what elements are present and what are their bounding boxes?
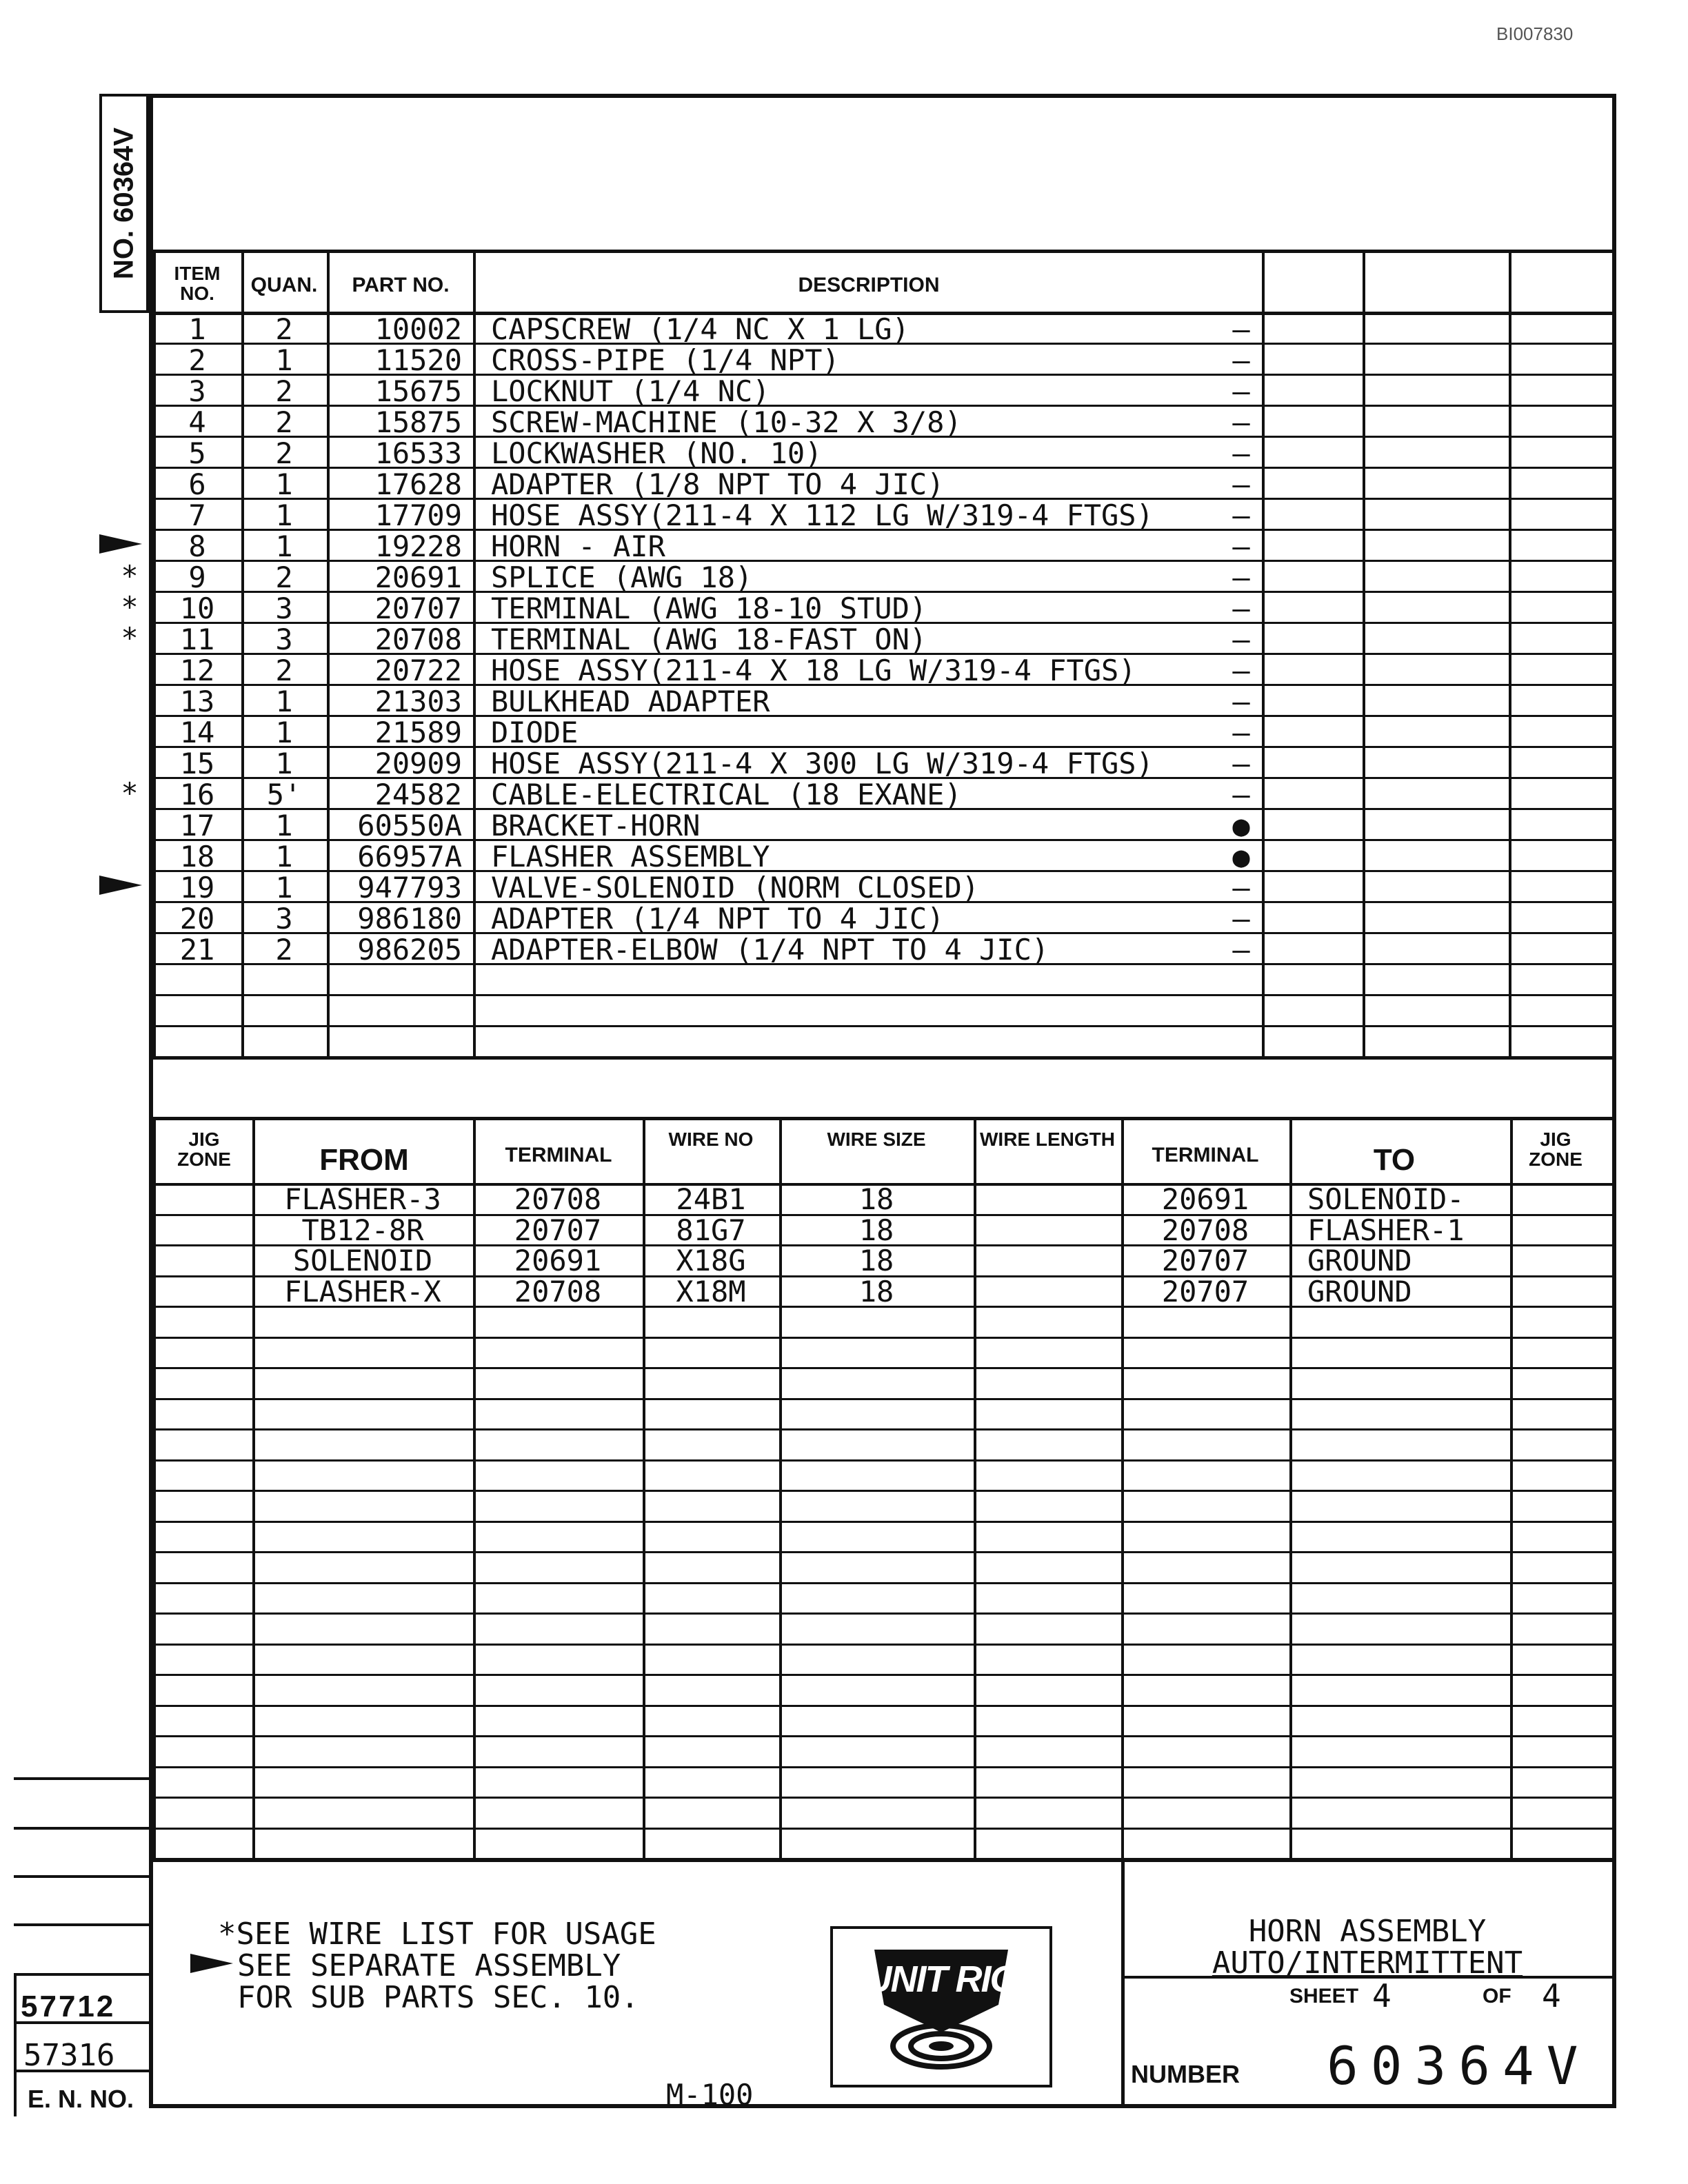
company-logo (830, 1926, 1052, 2087)
part-code: — (1232, 902, 1250, 936)
header-wire-size: WIRE SIZE (827, 1129, 926, 1150)
wire-to: GROUND (1307, 1244, 1412, 1277)
part-item-no: 19 (179, 871, 215, 904)
part-item-no: 2 (188, 343, 206, 377)
logo-text: UNIT RIG (865, 1959, 1018, 2000)
part-code: — (1232, 312, 1250, 346)
parts-row-line (153, 1025, 1612, 1027)
part-item-no: 16 (179, 778, 215, 811)
part-code: — (1232, 592, 1250, 625)
header-to: TO (1373, 1143, 1416, 1177)
en-number-2: 57316 (23, 2038, 115, 2073)
part-description: TERMINAL (AWG 18-FAST ON) (491, 623, 927, 656)
part-description: BRACKET-HORN (491, 809, 701, 842)
sheet-total: 4 (1542, 1977, 1561, 2014)
wire-terminal-to: 20707 (1161, 1274, 1249, 1308)
part-code: — (1232, 343, 1250, 377)
part-item-no: 9 (188, 560, 206, 594)
part-number: 986180 (357, 902, 462, 936)
part-description: FLASHER ASSEMBLY (491, 840, 770, 873)
part-quantity: 1 (275, 467, 293, 501)
note-sub-parts: FOR SUB PARTS SEC. 10. (237, 1980, 639, 2015)
separate-assembly-arrow-icon (99, 876, 142, 895)
wire-row-line (153, 1705, 1612, 1707)
part-number: 10002 (374, 312, 462, 346)
drawing-number: 60364V (1327, 2035, 1591, 2096)
part-code: — (1232, 405, 1250, 439)
part-item-no: 4 (188, 405, 206, 439)
wire-from: TB12-8R (301, 1213, 424, 1247)
wire-column-line (974, 1117, 976, 1858)
part-quantity: 2 (275, 405, 293, 439)
usage-star-marker: * (121, 590, 139, 624)
part-item-no: 12 (179, 654, 215, 687)
part-description: CROSS-PIPE (1/4 NPT) (491, 343, 840, 377)
part-number: 11520 (374, 343, 462, 377)
usage-star-marker: * (121, 621, 139, 655)
wire-row-line (153, 1428, 1612, 1430)
part-code: — (1232, 778, 1250, 811)
part-number: 17628 (374, 467, 462, 501)
part-number: 15875 (374, 405, 462, 439)
revision-line (14, 1973, 153, 1976)
wire-row-line (153, 1337, 1612, 1339)
wire-terminal-from: 20708 (514, 1182, 602, 1216)
part-item-no: 18 (179, 840, 215, 873)
wire-to: SOLENOID- (1307, 1182, 1465, 1216)
part-quantity: 1 (275, 343, 293, 377)
wire-row-line (153, 1735, 1612, 1737)
form-number: M-100 (666, 2078, 754, 2112)
part-code: — (1232, 654, 1250, 687)
part-number: 19228 (374, 529, 462, 563)
wire-number: X18G (676, 1244, 746, 1277)
parts-row-line (153, 994, 1612, 996)
wire-to: GROUND (1307, 1274, 1412, 1308)
part-description: ADAPTER (1/8 NPT TO 4 JIC) (491, 467, 945, 501)
revision-line (14, 1875, 153, 1878)
part-number: 20909 (374, 747, 462, 780)
wire-row-line (153, 1521, 1612, 1523)
note-wire-list: *SEE WIRE LIST FOR USAGE (218, 1917, 656, 1952)
part-description: LOCKNUT (1/4 NC) (491, 374, 770, 408)
part-quantity: 3 (275, 592, 293, 625)
part-item-no: 15 (179, 747, 215, 780)
wire-terminal-from: 20707 (514, 1213, 602, 1247)
parts-column-line (1612, 250, 1615, 1056)
part-quantity: 5' (266, 778, 302, 811)
revision-line (14, 1827, 153, 1830)
part-item-no: 3 (188, 374, 206, 408)
wire-row-line (153, 1674, 1612, 1676)
wire-row-line (153, 1612, 1612, 1615)
part-description: SCREW-MACHINE (10-32 X 3/8) (491, 405, 962, 439)
part-number: 21303 (374, 685, 462, 718)
en-number-1: 57712 (21, 1990, 116, 2023)
part-quantity: 2 (275, 933, 293, 967)
part-item-no: 6 (188, 467, 206, 501)
header-from: FROM (319, 1143, 409, 1177)
wire-row-line (153, 1490, 1612, 1492)
part-number: 16533 (374, 436, 462, 470)
wire-size: 18 (858, 1274, 894, 1308)
part-number: 17709 (374, 498, 462, 532)
part-number: 21589 (374, 716, 462, 749)
part-quantity: 3 (275, 623, 293, 656)
wire-top-border (153, 1117, 1612, 1120)
document-id: BI007830 (1496, 23, 1574, 44)
wire-to: FLASHER-1 (1307, 1213, 1465, 1247)
part-item-no: 5 (188, 436, 206, 470)
part-description: ADAPTER-ELBOW (1/4 NPT TO 4 JIC) (491, 933, 1049, 967)
header-part-no: PART NO. (352, 274, 450, 296)
part-code: — (1232, 498, 1250, 532)
part-code: — (1232, 529, 1250, 563)
part-number: 20708 (374, 623, 462, 656)
number-label: NUMBER (1131, 2060, 1240, 2088)
part-description: HORN - AIR (491, 529, 665, 563)
part-description: DIODE (491, 716, 579, 749)
wire-terminal-to: 20707 (1161, 1244, 1249, 1277)
part-number: 66957A (357, 840, 462, 873)
part-code: — (1232, 685, 1250, 718)
wire-column-line (1612, 1117, 1615, 1858)
part-quantity: 1 (275, 529, 293, 563)
wire-size: 18 (858, 1213, 894, 1247)
revision-line (14, 1777, 153, 1780)
part-number: 20707 (374, 592, 462, 625)
part-code: — (1232, 467, 1250, 501)
note-arrow-icon (190, 1954, 233, 1973)
part-quantity: 2 (275, 654, 293, 687)
header-terminal-right: TERMINAL (1152, 1144, 1259, 1166)
side-number-box (99, 94, 149, 313)
parts-top-border (153, 250, 1612, 253)
usage-star-marker: * (121, 776, 139, 810)
header-quan: QUAN. (250, 274, 318, 296)
part-description: HOSE ASSY(211-4 X 300 LG W/319-4 FTGS) (491, 747, 1154, 780)
part-description: HOSE ASSY(211-4 X 18 LG W/319-4 FTGS) (491, 654, 1136, 687)
sheet-number: 4 (1372, 1977, 1391, 2014)
header-item-no: ITEM NO. (174, 263, 221, 305)
part-item-no: 8 (188, 529, 206, 563)
part-number: 15675 (374, 374, 462, 408)
part-quantity: 2 (275, 374, 293, 408)
part-quantity: 1 (275, 840, 293, 873)
usage-star-marker: * (121, 559, 139, 593)
side-number: NO. 60364V (108, 127, 139, 280)
wire-row-line (153, 1398, 1612, 1400)
part-description: SPLICE (AWG 18) (491, 560, 753, 594)
part-quantity: 3 (275, 902, 293, 936)
part-number: 20691 (374, 560, 462, 594)
parts-bottom-border (153, 1056, 1612, 1060)
sheet-label: SHEET (1289, 1985, 1359, 2008)
header-wire-no: WIRE NO (668, 1129, 754, 1150)
wire-row-line (153, 1828, 1612, 1830)
part-item-no: 10 (179, 592, 215, 625)
part-code: — (1232, 436, 1250, 470)
part-quantity: 2 (275, 560, 293, 594)
part-description: LOCKWASHER (NO. 10) (491, 436, 823, 470)
wire-row-line (153, 1551, 1612, 1553)
note-separate-assembly: SEE SEPARATE ASSEMBLY (237, 1948, 621, 1983)
part-code: — (1232, 374, 1250, 408)
parts-column-line (1363, 250, 1365, 1056)
wire-number: 24B1 (676, 1182, 746, 1216)
part-description: ADAPTER (1/4 NPT TO 4 JIC) (491, 902, 945, 936)
part-code: — (1232, 871, 1250, 904)
revision-edge (14, 1973, 17, 2116)
wire-bottom-border (153, 1858, 1612, 1862)
part-item-no: 7 (188, 498, 206, 532)
part-description: HOSE ASSY(211-4 X 112 LG W/319-4 FTGS) (491, 498, 1154, 532)
part-code: — (1232, 747, 1250, 780)
part-item-no: 20 (179, 902, 215, 936)
part-item-no: 14 (179, 716, 215, 749)
wire-terminal-to: 20708 (1161, 1213, 1249, 1247)
wire-size: 18 (858, 1182, 894, 1216)
part-number: 947793 (357, 871, 462, 904)
part-code: ● (1232, 840, 1250, 873)
part-item-no: 1 (188, 312, 206, 346)
part-description: CAPSCREW (1/4 NC X 1 LG) (491, 312, 910, 346)
part-code: — (1232, 933, 1250, 967)
wire-terminal-to: 20691 (1161, 1182, 1249, 1216)
title-line-2: AUTO/INTERMITTENT (1212, 1945, 1523, 1981)
wire-row-line (153, 1459, 1612, 1462)
separate-assembly-arrow-icon (99, 534, 142, 554)
header-jig-zone-right: JIG ZONE (1529, 1129, 1582, 1171)
part-quantity: 1 (275, 498, 293, 532)
part-quantity: 1 (275, 871, 293, 904)
wire-column-line (153, 1117, 156, 1858)
part-item-no: 21 (179, 933, 215, 967)
wire-row-line (153, 1582, 1612, 1584)
parts-column-line (1509, 250, 1511, 1056)
header-jig-zone-left: JIG ZONE (177, 1129, 231, 1171)
part-quantity: 1 (275, 685, 293, 718)
part-quantity: 1 (275, 716, 293, 749)
part-item-no: 11 (179, 623, 215, 656)
part-code: — (1232, 560, 1250, 594)
wire-terminal-from: 20708 (514, 1274, 602, 1308)
wire-number: X18M (676, 1274, 746, 1308)
part-number: 986205 (357, 933, 462, 967)
wire-row-line (153, 1367, 1612, 1369)
of-label: OF (1483, 1985, 1511, 2008)
part-code: — (1232, 716, 1250, 749)
en-label: E. N. NO. (28, 2085, 134, 2113)
wire-from: FLASHER-X (284, 1274, 441, 1308)
wire-from: SOLENOID (292, 1244, 433, 1277)
header-wire-length: WIRE LENGTH (980, 1129, 1115, 1150)
header-terminal-left: TERMINAL (505, 1144, 612, 1166)
part-quantity: 2 (275, 312, 293, 346)
header-description: DESCRIPTION (798, 274, 940, 296)
title-line-1: HORN ASSEMBLY (1248, 1914, 1487, 1949)
logo-shield-icon (833, 1929, 1049, 2085)
parts-column-line (1262, 250, 1265, 1056)
part-number: 20722 (374, 654, 462, 687)
part-number: 24582 (374, 778, 462, 811)
part-number: 60550A (357, 809, 462, 842)
wire-row-line (153, 1644, 1612, 1646)
part-description: VALVE-SOLENOID (NORM CLOSED) (491, 871, 980, 904)
revision-line (14, 1923, 153, 1926)
wire-column-line (1289, 1117, 1292, 1858)
parts-column-line (473, 250, 476, 1056)
part-description: BULKHEAD ADAPTER (491, 685, 770, 718)
part-item-no: 17 (179, 809, 215, 842)
part-code: — (1232, 623, 1250, 656)
part-description: TERMINAL (AWG 18-10 STUD) (491, 592, 927, 625)
wire-number: 81G7 (676, 1213, 746, 1247)
wire-from: FLASHER-3 (284, 1182, 441, 1216)
part-quantity: 1 (275, 747, 293, 780)
wire-terminal-from: 20691 (514, 1244, 602, 1277)
part-quantity: 1 (275, 809, 293, 842)
part-item-no: 13 (179, 685, 215, 718)
part-description: CABLE-ELECTRICAL (18 EXANE) (491, 778, 962, 811)
wire-row-line (153, 1766, 1612, 1768)
wire-row-line (153, 1797, 1612, 1799)
part-quantity: 2 (275, 436, 293, 470)
wire-size: 18 (858, 1244, 894, 1277)
part-code: ● (1232, 809, 1250, 842)
